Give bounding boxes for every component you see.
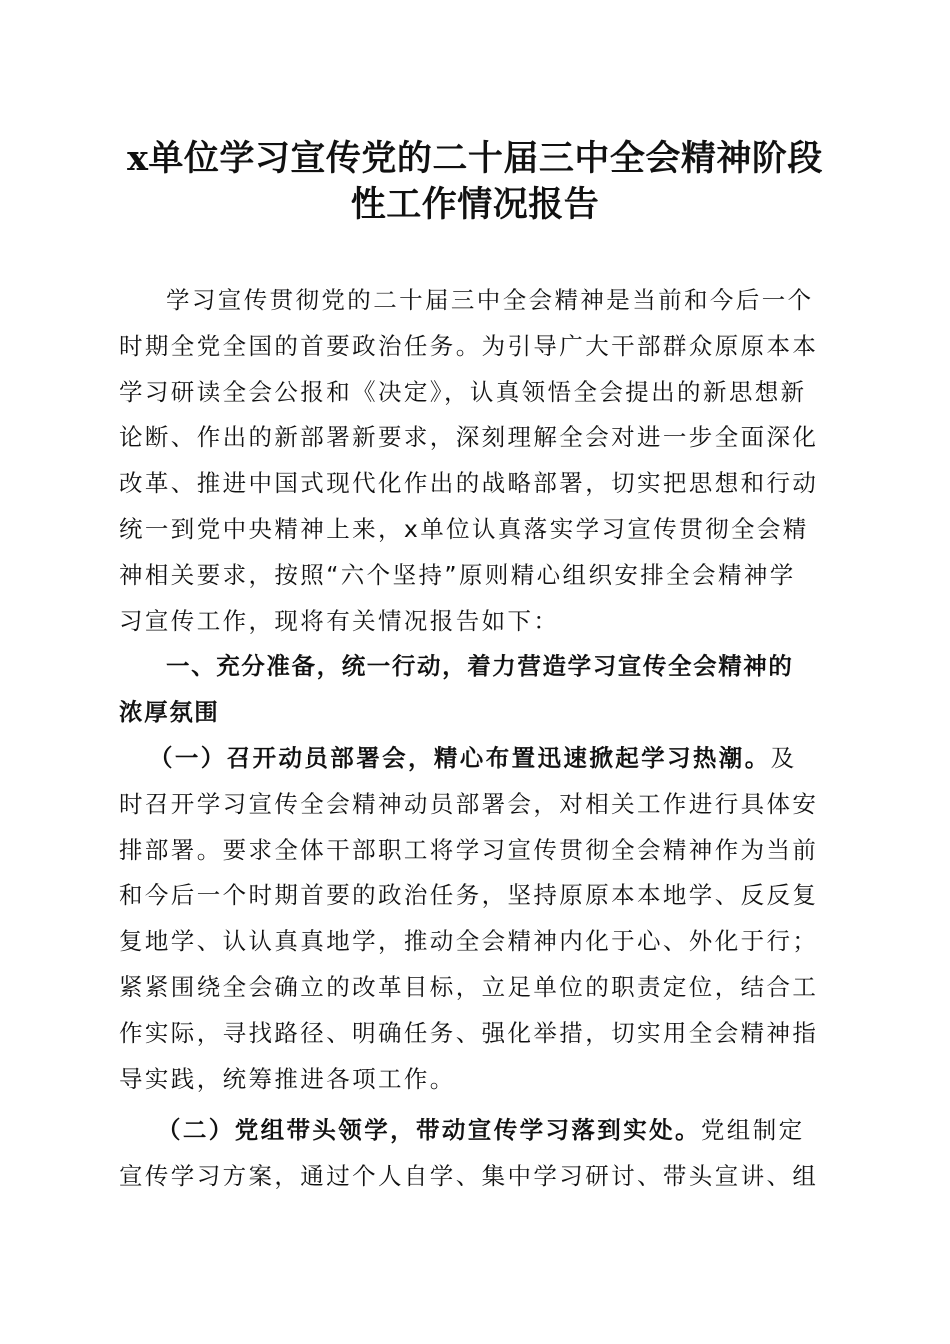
subsection-line: 时召开学习宣传全会精神动员部署会，对相关工作进行具体安 bbox=[119, 789, 819, 818]
subsection-lead-rest: 党组制定 bbox=[700, 1116, 805, 1145]
subsection-line: 宣传学习方案，通过个人自学、集中学习研讨、带头宣讲、组 bbox=[119, 1162, 819, 1191]
subsection-line: 作实际，寻找路径、明确任务、强化举措，切实用全会精神指 bbox=[119, 1018, 819, 1047]
intro-line: 学习研读全会公报和《决定》，认真领悟全会提出的新思想新 bbox=[119, 377, 807, 406]
intro-line: 改革、推进中国式现代化作出的战略部署，切实把思想和行动 bbox=[119, 469, 819, 498]
document-title bbox=[110, 136, 840, 228]
intro-line: 学习宣传贯彻党的二十届三中全会精神是当前和今后一个 bbox=[166, 286, 814, 314]
title-line-2: 性工作情况报告 bbox=[350, 184, 600, 225]
subsection-1 bbox=[119, 736, 831, 1102]
subsection-lead: （二）党组带头领学，带动宣传学习落到实处。 bbox=[157, 1116, 701, 1145]
subsection-lead-rest: 及 bbox=[770, 743, 797, 772]
subsection-lead: （一）召开动员部署会，精心布置迅速掀起学习热潮。 bbox=[149, 743, 771, 772]
intro-line: 论断、作出的新部署新要求，深刻理解全会对进一步全面深化 bbox=[119, 423, 819, 452]
subsection-line: 和今后一个时期首要的政治任务，坚持原原本本地学、反反复 bbox=[119, 881, 819, 910]
document-body bbox=[119, 278, 831, 1200]
intro-paragraph bbox=[119, 278, 831, 644]
subsection-line: 复地学、认认真真地学，推动全会精神内化于心、外化于行； bbox=[119, 927, 819, 956]
subsection-line: 导实践，统筹推进各项工作。 bbox=[119, 1064, 456, 1093]
subsection-first-line bbox=[119, 736, 831, 782]
section-1-heading bbox=[119, 644, 831, 736]
subsection-line: 紧紧围绕全会确立的改革目标，立足单位的职责定位，结合工 bbox=[119, 972, 819, 1001]
intro-line: 神相关要求，按照“六个坚持”原则精心组织安排全会精神学 bbox=[119, 560, 796, 589]
subsection-line: 排部署。要求全体干部职工将学习宣传贯彻全会精神作为当前 bbox=[119, 835, 819, 864]
intro-line: 统一到党中央精神上来，x单位认真落实学习宣传贯彻全会精 bbox=[119, 514, 809, 543]
subsection-first-line bbox=[119, 1108, 831, 1154]
section-heading-line: 浓厚氛围 bbox=[119, 698, 220, 727]
section-heading-line: 一、充分准备，统一行动，着力营造学习宣传全会精神的 bbox=[166, 652, 794, 681]
title-line-1: x单位学习宣传党的二十届三中全会精神阶段 bbox=[127, 138, 823, 179]
intro-line: 时期全党全国的首要政治任务。为引导广大干部群众原原本本 bbox=[119, 331, 819, 360]
intro-line: 习宣传工作，现将有关情况报告如下： bbox=[119, 606, 560, 635]
subsection-2 bbox=[119, 1108, 831, 1200]
